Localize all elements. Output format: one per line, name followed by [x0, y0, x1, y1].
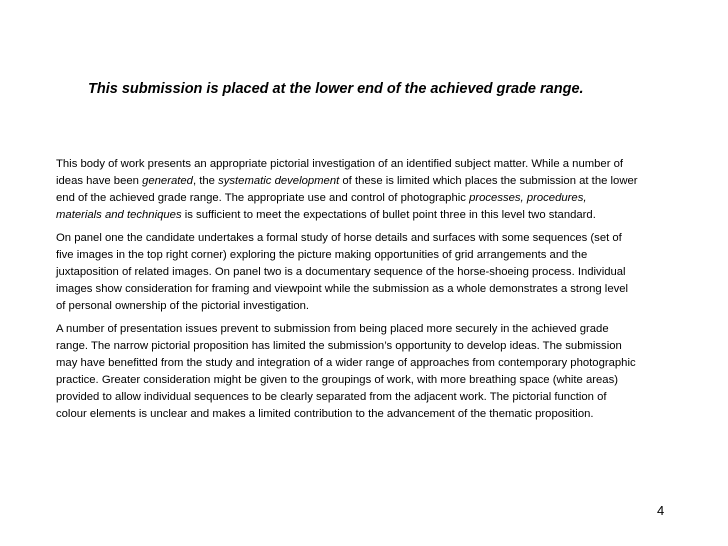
text-line: practice. Greater consideration might be given to the groupings of work, with more breathing space (white areas): [56, 374, 618, 386]
paragraph-overview: [56, 156, 688, 224]
text-line: images show consideration for framing and viewpoint while the submission as a whole demonstrates a strong level: [56, 283, 629, 295]
emphasis-systematic-development: systematic development: [218, 175, 340, 187]
text-line: [56, 190, 688, 207]
text-run: ideas have been: [56, 175, 143, 187]
emphasis-materials: materials and techniques: [56, 209, 182, 221]
text-line: [56, 173, 688, 190]
text-line: [56, 207, 688, 224]
paragraph-presentation-issues: [56, 321, 688, 423]
text-run: end of the achieved grade range. The appropriate use and control of photographic: [56, 192, 470, 204]
text-line: provided to allow individual sequences to be clearly separated from the adjacent work. The pictorial function of: [56, 391, 607, 403]
page-number: 4: [657, 503, 665, 518]
emphasis-generated: generated: [142, 175, 193, 187]
paragraph-panels: [56, 230, 688, 315]
grade-placement-heading: This submission is placed at the lower end of the achieved grade range.: [88, 81, 584, 97]
text-line: of personal ownership of the pictorial investigation.: [56, 300, 310, 312]
text-line: range. The narrow pictorial proposition has limited the submission’s opportunity to develop ideas. The submission: [56, 340, 622, 352]
text-line: This body of work presents an appropriate pictorial investigation of an identified subject matter. While a number of: [56, 158, 624, 170]
text-line: juxtaposition of related images. On panel two is a documentary sequence of the horse-shoeing process. Individual: [56, 266, 626, 278]
text-run: , the: [192, 175, 219, 187]
text-line: On panel one the candidate undertakes a formal study of horse details and surfaces with some sequences (set of: [56, 232, 622, 244]
text-run: of these is limited which places the submission at the lower: [339, 175, 638, 187]
text-line: A number of presentation issues prevent to submission from being placed more securely in the achieved grade: [56, 323, 609, 335]
assessment-commentary: [56, 156, 688, 429]
text-line: may have benefitted from the study and integration of a wider range of approaches from contemporary photographic: [56, 357, 636, 369]
emphasis-processes: processes, procedures,: [469, 192, 587, 204]
text-line: five images in the top right corner) exploring the picture making opportunities of grid arrangements and the: [56, 249, 588, 261]
text-run: is sufficient to meet the expectations of bullet point three in this level two standard.: [181, 209, 596, 221]
text-line: colour elements is unclear and makes a limited contribution to the advancement of the thematic proposition.: [56, 408, 594, 420]
